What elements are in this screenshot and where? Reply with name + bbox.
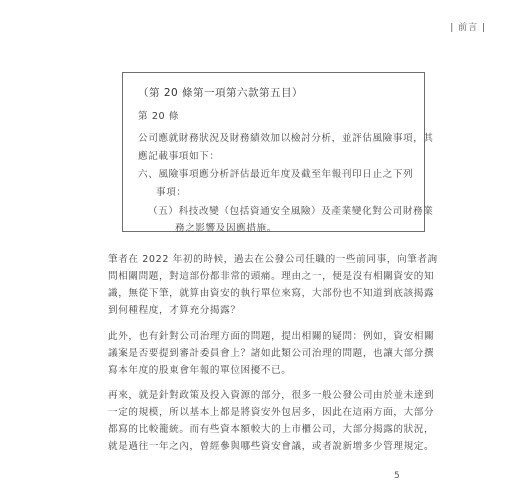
chapter-header: | 前言 | (450, 23, 486, 33)
paragraph-2-line: 寫本年度的股東會年報的單位困擾不已。 (108, 365, 292, 376)
page-number: 5 (394, 471, 400, 481)
item6-line-1: 六、風險事項應分析評估最近年度及截至年報刊印日止之下列 (138, 169, 414, 180)
paragraph-2-line: 議案是否要提到審計委員會上？諸如此類公司治理的問題，也讓大部分撰 (108, 348, 435, 359)
paragraph-3-line: 一定的規模，所以基本上都是將資安外包居多，因此在這兩方面，大部分 (108, 407, 435, 418)
item5-line-2: 務之影響及因應措施。 (175, 223, 277, 234)
paragraph-3-line: 就是過往一年之內，曾經參與哪些資安會議，或者說新增多少管理規定。 (108, 441, 435, 452)
intro-line-2: 應記載事項如下： (138, 151, 220, 162)
intro-line-1: 公司應就財務狀況及財務績效加以檢討分析，並評估風險事項，其 (138, 133, 434, 144)
paragraph-3 (108, 387, 435, 455)
paragraph-1 (108, 251, 438, 319)
paragraph-1-line: 問相關問題，對這部份都非常的頭痛。理由之一，便是沒有相關資安的知 (108, 271, 435, 282)
item6-line-2: 事項： (156, 187, 187, 198)
paragraph-3-line: 再來，就是針對政策及投入資源的部分，很多一般公發公司由於並未達到 (108, 390, 435, 401)
paragraph-3-line: 都寫的比較籠統。而有些資本額較大的上市櫃公司，大部分揭露的狀況， (108, 424, 435, 435)
paragraph-2-line: 此外，也有針對公司治理方面的問題，提出相關的疑問：例如，資安相關 (108, 331, 435, 342)
paragraph-1-line: 識，無從下筆，就算由資安的執行單位來寫，大部份也不知道到底該揭露 (108, 288, 435, 299)
article-number: 第 20 條 (138, 111, 180, 122)
regulation-box-title: （第 20 條第一項第六款第五目） (138, 87, 304, 99)
paragraph-1-line: 筆者在 2022 年初的時候，過去在公發公司任職的一些前同事，向筆者詢 (108, 254, 438, 265)
item5-line-1: （五）科技改變（包括資通安全風險）及產業變化對公司財務業 (148, 206, 434, 217)
paragraph-1-line: 到何種程度，才算充分揭露？ (108, 305, 241, 316)
paragraph-2 (108, 328, 435, 379)
